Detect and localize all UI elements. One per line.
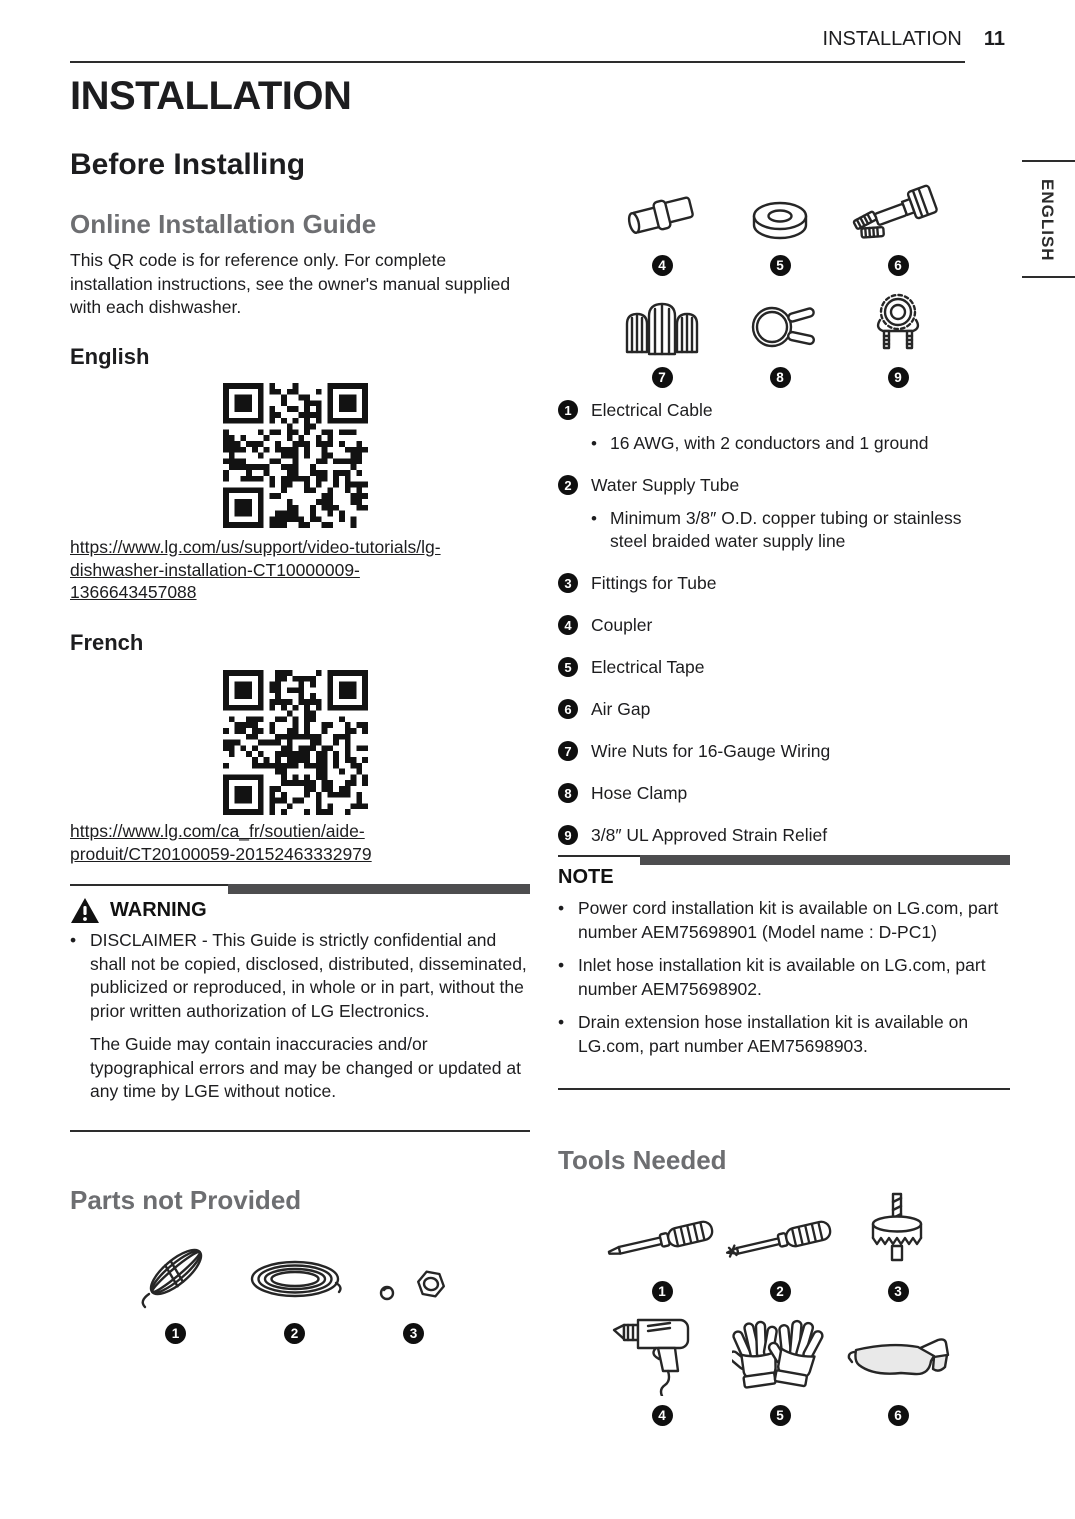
figure-badge-cell <box>721 1396 839 1428</box>
list-item <box>558 613 1010 637</box>
online-guide-intro: This QR code is for reference only. For complete installation instructions, see the owner's manual supplied with each dishwasher. <box>70 250 511 317</box>
list-item <box>558 697 1010 721</box>
strain-relief-icon <box>839 276 957 358</box>
heading-french: French <box>70 630 144 655</box>
item-number-badge: 3 <box>558 573 578 593</box>
tools-figure <box>603 1198 957 1428</box>
qr-code-english <box>223 383 368 528</box>
item-number-badge: 9 <box>888 367 909 388</box>
figure-badge-cell <box>603 1272 721 1304</box>
header-rule <box>70 61 965 63</box>
item-number-badge: 2 <box>770 1281 791 1302</box>
bullet-dot <box>558 954 578 1001</box>
warning-title: WARNING <box>110 899 207 921</box>
list-item <box>558 739 1010 763</box>
bullet-dot <box>558 1011 578 1058</box>
hole-saw-icon <box>839 1198 957 1272</box>
item-number-badge: 1 <box>165 1323 186 1344</box>
item-number-badge: 6 <box>558 699 578 719</box>
item-number-badge: 2 <box>284 1323 305 1344</box>
list-item <box>558 571 1010 595</box>
subsection-online-guide: Online Installation Guide <box>70 209 377 239</box>
item-number-badge: 5 <box>558 657 578 677</box>
phillips-screwdriver-icon <box>721 1198 839 1272</box>
item-number-badge: 8 <box>558 783 578 803</box>
item-label: Wire Nuts for 16-Gauge Wiring <box>591 741 831 761</box>
list-item <box>558 398 1010 422</box>
item-label: 3/8″ UL Approved Strain Relief <box>591 825 828 845</box>
figure-badge-cell <box>603 1396 721 1428</box>
note-bullet-text: Inlet hose installation kit is available on LG.com, part number AEM75698902. <box>578 955 986 999</box>
item-number-badge: 3 <box>888 1281 909 1302</box>
item-number-badge: 8 <box>770 367 791 388</box>
bullet-dot <box>591 507 610 553</box>
item-label: Coupler <box>591 615 653 635</box>
figure-badge-cell <box>721 246 839 276</box>
item-number-badge: 5 <box>770 1405 791 1426</box>
heading-english: English <box>70 344 150 369</box>
parts-not-provided-figure <box>116 1228 473 1348</box>
figure-badge-cell <box>235 1314 354 1348</box>
item-number-badge: 2 <box>558 475 578 495</box>
item-number-badge: 3 <box>403 1323 424 1344</box>
warning-triangle-icon <box>70 897 100 924</box>
qr-code-french <box>223 670 368 815</box>
figure-badge-cell <box>603 358 721 388</box>
bullet-dot <box>70 929 90 1023</box>
note-bullet-text: Drain extension hose installation kit is available on LG.com, part number AEM75698903. <box>578 1012 969 1056</box>
ferrule-and-nut-icon <box>354 1228 473 1314</box>
warning-bullet <box>70 929 532 1023</box>
air-gap-icon <box>839 168 957 246</box>
figure-badge-cell <box>721 358 839 388</box>
header-section-title: INSTALLATION <box>822 28 962 50</box>
note-bullet-text: Power cord installation kit is available on LG.com, part number AEM75698901 (Model name : D-PC1) <box>578 898 999 942</box>
bullet-dot <box>558 897 578 944</box>
figure-badge-cell <box>116 1314 235 1348</box>
electric-drill-icon <box>603 1304 721 1396</box>
item-label: Air Gap <box>591 699 651 719</box>
item-number-badge: 4 <box>652 255 673 276</box>
side-tab-bottom-line <box>1022 276 1075 278</box>
work-gloves-icon <box>721 1304 839 1396</box>
side-tab-top-line <box>1022 160 1075 162</box>
french-installation-link[interactable]: https://www.lg.com/ca_fr/soutien/aide-produit/CT20100059-20152463332979 <box>70 821 372 864</box>
note-title: NOTE <box>558 866 614 888</box>
header-page-number: 11 <box>983 28 1005 50</box>
list-item-sub <box>591 432 1010 455</box>
item-label: Electrical Cable <box>591 400 713 420</box>
figure-badge-cell <box>839 1272 957 1304</box>
page-header <box>823 28 1005 51</box>
flathead-screwdriver-icon <box>603 1198 721 1272</box>
list-item <box>558 823 1010 847</box>
list-item <box>558 473 1010 497</box>
item-number-badge: 5 <box>770 255 791 276</box>
english-installation-link[interactable]: https://www.lg.com/us/support/video-tutorials/lg-dishwasher-installation-CT10000009-1366643457088 <box>70 537 441 602</box>
figure-badge-cell <box>354 1314 473 1348</box>
warning-body <box>70 929 532 1104</box>
note-box-top-bar <box>640 855 1010 865</box>
coupler-icon <box>603 168 721 246</box>
warning-paragraph: The Guide may contain inaccuracies and/or typographical errors and may be changed or updated at any time by LGE without notice. <box>90 1034 521 1101</box>
sub-bullet-text: 16 AWG, with 2 conductors and 1 ground <box>610 433 929 453</box>
item-label: Hose Clamp <box>591 783 688 803</box>
electrical-cable-coil-icon <box>116 1228 235 1314</box>
figure-badge-cell <box>839 1396 957 1428</box>
item-number-badge: 4 <box>558 615 578 635</box>
figure-badge-cell <box>839 358 957 388</box>
provided-parts-figure <box>603 168 957 388</box>
note-box-bottom-rule <box>558 1088 1010 1090</box>
item-number-badge: 7 <box>558 741 578 761</box>
wire-nuts-icon <box>603 276 721 358</box>
warning-box-bottom-rule <box>70 1130 530 1132</box>
item-label: Fittings for Tube <box>591 573 717 593</box>
list-item-sub <box>591 507 1010 553</box>
item-label: Water Supply Tube <box>591 475 740 495</box>
electrical-tape-icon <box>721 168 839 246</box>
item-number-badge: 6 <box>888 1405 909 1426</box>
sub-bullet-text: Minimum 3/8″ O.D. copper tubing or stainless steel braided water supply line <box>610 508 962 551</box>
item-label: Electrical Tape <box>591 657 705 677</box>
item-number-badge: 4 <box>652 1405 673 1426</box>
list-item <box>558 781 1010 805</box>
bullet-dot <box>591 432 610 455</box>
warning-box-top-bar <box>228 884 530 894</box>
figure-badge-cell <box>603 246 721 276</box>
note-body <box>558 897 1010 1068</box>
parts-list <box>558 398 1010 865</box>
figure-badge-cell <box>721 1272 839 1304</box>
item-number-badge: 1 <box>652 1281 673 1302</box>
page-title: INSTALLATION <box>70 74 352 118</box>
supply-tube-coil-icon <box>235 1228 354 1314</box>
warning-title-row <box>70 897 207 924</box>
figure-badge-cell <box>839 246 957 276</box>
subsection-parts-not-provided: Parts not Provided <box>70 1185 302 1215</box>
subsection-tools-needed: Tools Needed <box>558 1145 727 1175</box>
hose-clamp-icon <box>721 276 839 358</box>
note-bullet <box>558 897 1010 944</box>
side-tab-language: ENGLISH <box>1038 178 1057 262</box>
note-bullet <box>558 1011 1010 1058</box>
section-before-installing: Before Installing <box>70 148 306 181</box>
note-bullet <box>558 954 1010 1001</box>
item-number-badge: 9 <box>558 825 578 845</box>
safety-glasses-icon <box>839 1304 957 1396</box>
item-number-badge: 7 <box>652 367 673 388</box>
list-item <box>558 655 1010 679</box>
item-number-badge: 6 <box>888 255 909 276</box>
note-title-row <box>558 866 614 889</box>
item-number-badge: 1 <box>558 400 578 420</box>
warning-bullet-text: DISCLAIMER - This Guide is strictly confidential and shall not be copied, disclosed, distributed, disseminated, publicized or reproduced, in whole or in part, without the prior written authorization of LG Electronics. <box>90 930 527 1021</box>
